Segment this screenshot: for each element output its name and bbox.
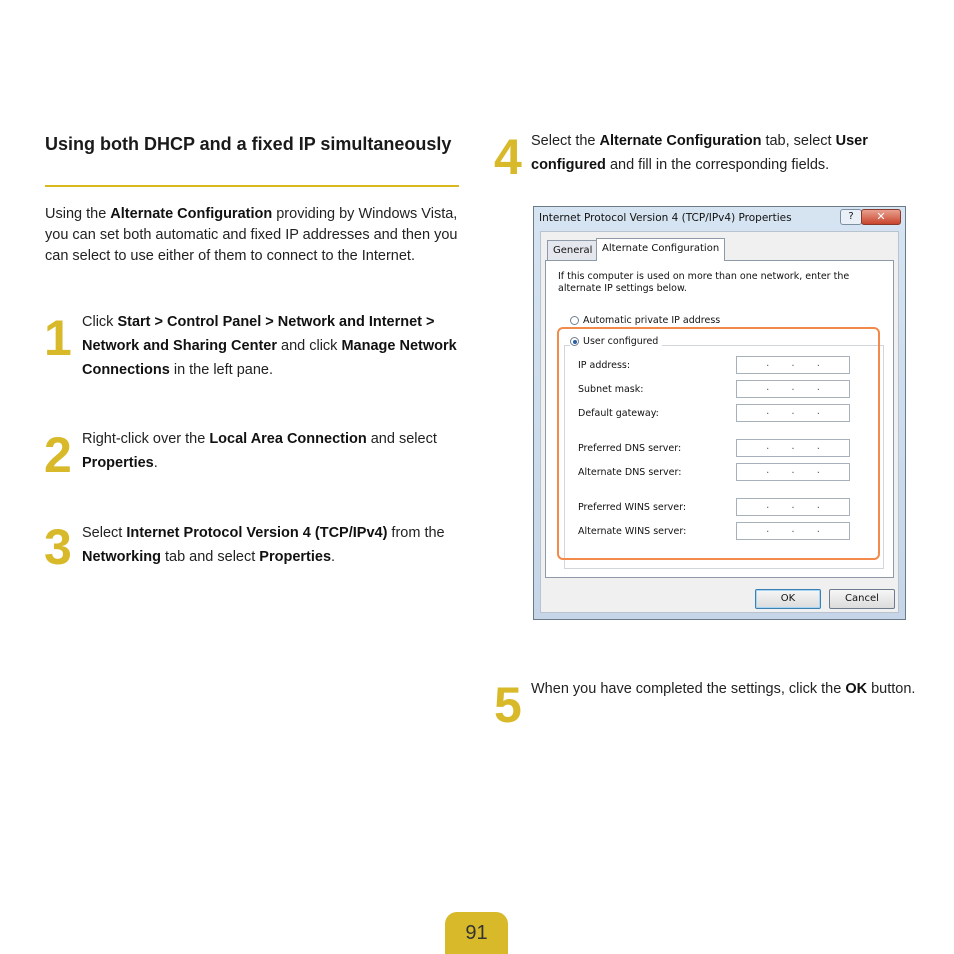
heading-underline <box>45 185 459 187</box>
radio-label: User configured <box>583 336 659 347</box>
default-gateway-input[interactable]: . . . <box>736 404 850 422</box>
step-5-number: 5 <box>494 677 522 733</box>
default-gateway-label: Default gateway: <box>578 408 659 419</box>
close-icon: ✕ <box>876 210 886 223</box>
step-3-number: 3 <box>44 519 72 575</box>
radio-automatic-private-ip[interactable] <box>570 315 720 326</box>
ip-address-label: IP address: <box>578 360 631 371</box>
step-3-text: Select Internet Protocol Version 4 (TCP/IPv4) from the Networking tab and select Properties. <box>82 525 445 565</box>
alternate-dns-input[interactable]: . . . <box>736 463 850 481</box>
preferred-wins-input[interactable]: . . . <box>736 498 850 516</box>
tab-alternate-configuration[interactable]: Alternate Configuration <box>596 238 725 261</box>
step-5-text: When you have completed the settings, click the OK button. <box>531 681 916 697</box>
cancel-button[interactable]: Cancel <box>829 589 895 609</box>
subnet-mask-input[interactable]: . . . <box>736 380 850 398</box>
preferred-dns-label: Preferred DNS server: <box>578 443 682 454</box>
step-2-text: Right-click over the Local Area Connection and select Properties. <box>82 431 437 471</box>
highlight-box <box>557 327 880 560</box>
intro-paragraph: Using the Alternate Configuration providing by Windows Vista, you can set both automatic and fixed IP addresses and then you can select to use either of them to connect to the Internet. <box>45 206 458 264</box>
alternate-wins-label: Alternate WINS server: <box>578 526 687 537</box>
radio-button-icon <box>570 316 579 325</box>
section-heading: Using both DHCP and a fixed IP simultaneously <box>45 134 452 154</box>
dialog-title: Internet Protocol Version 4 (TCP/IPv4) Properties <box>539 212 792 224</box>
alternate-dns-label: Alternate DNS server: <box>578 467 682 478</box>
preferred-dns-input[interactable]: . . . <box>736 439 850 457</box>
subnet-mask-label: Subnet mask: <box>578 384 644 395</box>
preferred-wins-label: Preferred WINS server: <box>578 502 687 513</box>
tab-general[interactable]: General <box>547 240 598 260</box>
step-2-number: 2 <box>44 427 72 483</box>
step-1-number: 1 <box>44 310 72 366</box>
step-4-number: 4 <box>494 129 522 185</box>
info-text: If this computer is used on more than one network, enter the alternate IP settings below. <box>558 271 850 294</box>
help-button[interactable]: ? <box>840 209 862 225</box>
step-4-text: Select the Alternate Configuration tab, select User configured and fill in the corresponding fields. <box>531 133 868 173</box>
step-1-text: Click Start > Control Panel > Network and Internet > Network and Sharing Center and click Manage Network Connections in the left pane. <box>82 314 457 378</box>
radio-label: Automatic private IP address <box>583 315 721 326</box>
alternate-wins-input[interactable]: . . . <box>736 522 850 540</box>
close-button[interactable] <box>861 209 901 225</box>
page-number: 91 <box>445 912 508 954</box>
ok-button[interactable]: OK <box>755 589 821 609</box>
ip-address-input[interactable]: . . . <box>736 356 850 374</box>
